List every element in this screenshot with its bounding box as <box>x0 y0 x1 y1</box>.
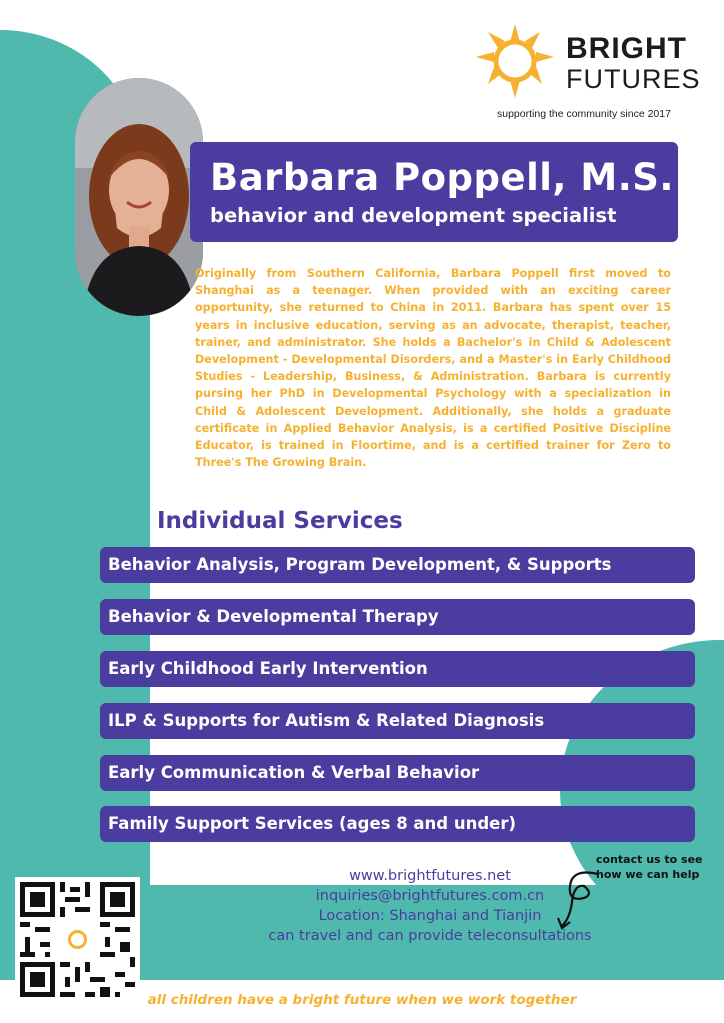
travel-text: can travel and can provide teleconsultations <box>268 928 592 944</box>
contact-info <box>240 866 620 946</box>
sun-icon <box>470 22 560 102</box>
service-item: Family Support Services (ages 8 and under) <box>100 806 695 842</box>
service-item: ILP & Supports for Autism & Related Diagnosis <box>100 703 695 739</box>
service-item: Behavior Analysis, Program Development, & Supports <box>100 547 695 583</box>
profile-role: behavior and development specialist <box>210 204 617 227</box>
qr-code <box>15 877 140 1002</box>
website-link[interactable]: www.brightfutures.net <box>349 868 511 884</box>
profile-header <box>190 142 678 242</box>
brand-logo <box>470 22 700 102</box>
services-title: Individual Services <box>157 508 403 534</box>
footer-slogan: all children have a bright future when we work together <box>147 992 577 1008</box>
profile-name: Barbara Poppell, M.S. <box>210 156 674 199</box>
email-link[interactable]: inquiries@brightfutures.com.cn <box>315 888 545 904</box>
brand-tagline: supporting the community since 2017 <box>497 108 671 120</box>
brand-name-line1: BRIGHT <box>566 32 687 65</box>
profile-bio: Originally from Southern California, Barbara Poppell first moved to Shanghai as a teenager. When provided with an exciting career opportunity, she returned to China in 2011. Barbara has spent over 15 years in inclusive education, serving as an advocate, therapist, teacher, trainer, and administrator. She holds a Bachelor's in Child & Adolescent Development - Developmental Disorders, and a Master's in Early Childhood Studies - Leadership, Business, & Administration. Barbara is currently pursing her PhD in Developmental Psychology with a specialization in Child & Adolescent Development. Additionally, she holds a graduate certificate in Applied Behavior Analysis, is a certified Positive Discipline Educator, is trained in Floortime, and is a certified trainer for Zero to Three's The Growing Brain. <box>195 267 671 470</box>
brand-name-line2: FUTURES <box>566 64 701 94</box>
location-text: Location: Shanghai and Tianjin <box>318 908 542 924</box>
service-item: Early Communication & Verbal Behavior <box>100 755 695 791</box>
contact-note-line2: how we can help <box>596 868 700 881</box>
service-item: Behavior & Developmental Therapy <box>100 599 695 635</box>
profile-photo <box>75 78 203 316</box>
service-item: Early Childhood Early Intervention <box>100 651 695 687</box>
contact-note-line1: contact us to see <box>596 853 703 866</box>
